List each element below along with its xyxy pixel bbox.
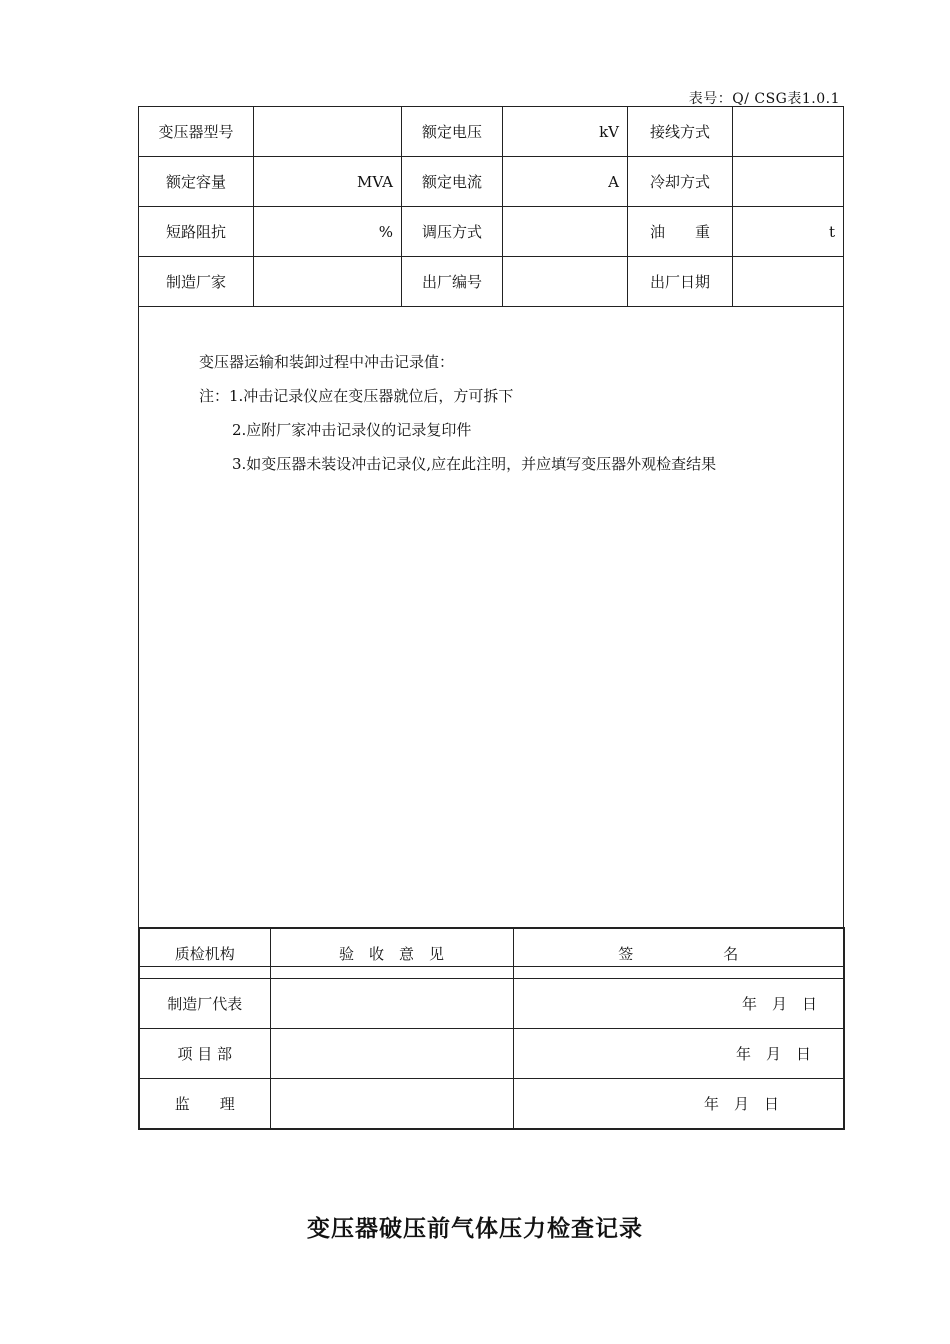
connection-value[interactable] [733, 107, 844, 157]
impedance-value[interactable]: % [254, 207, 402, 257]
note-2: 2.应附厂家冲击记录仪的记录复印件 [232, 421, 472, 439]
signature-date[interactable]: 年 月 日 [513, 1029, 844, 1079]
manufacturer-label: 制造厂家 [139, 257, 254, 307]
oil-weight-label: 油 重 [628, 207, 733, 257]
impact-record-area[interactable] [139, 307, 844, 967]
header-opinion: 验 收 意 见 [270, 928, 513, 979]
transformer-info-table [138, 106, 844, 967]
connection-label: 接线方式 [628, 107, 733, 157]
next-section-title: 变压器破压前气体压力检查记录 [307, 1216, 643, 1242]
note-3: 3.如变压器未装设冲击记录仪,应在此注明，并应填写变压器外观检查结果 [232, 455, 717, 473]
rated-voltage-label: 额定电压 [402, 107, 503, 157]
manufacturer-value[interactable] [254, 257, 402, 307]
oil-weight-value[interactable]: t [733, 207, 844, 257]
tap-label: 调压方式 [402, 207, 503, 257]
opinion-cell[interactable] [270, 1029, 513, 1079]
rated-capacity-label: 额定容量 [139, 157, 254, 207]
date-value[interactable] [733, 257, 844, 307]
org-supervision: 监 理 [139, 1079, 270, 1130]
date-label: 出厂日期 [628, 257, 733, 307]
rated-current-value[interactable]: A [503, 157, 628, 207]
rated-capacity-value[interactable]: MVA [254, 157, 402, 207]
note-1: 注：1.冲击记录仪应在变压器就位后，方可拆下 [199, 387, 514, 405]
impedance-label: 短路阻抗 [139, 207, 254, 257]
serial-label: 出厂编号 [402, 257, 503, 307]
header-signature: 签 名 [513, 928, 844, 979]
org-manufacturer-rep: 制造厂代表 [139, 979, 270, 1029]
opinion-cell[interactable] [270, 979, 513, 1029]
cooling-label: 冷却方式 [628, 157, 733, 207]
header-org: 质检机构 [139, 928, 270, 979]
signature-date[interactable]: 年 月 日 [513, 979, 844, 1029]
form-number: 表号：Q/ CSG表1.0.1 [688, 91, 840, 107]
rated-current-label: 额定电流 [402, 157, 503, 207]
opinion-cell[interactable] [270, 1079, 513, 1130]
tap-value[interactable] [503, 207, 628, 257]
signature-date[interactable]: 年 月 日 [513, 1079, 844, 1130]
notes-block [199, 345, 843, 481]
model-value[interactable] [254, 107, 402, 157]
rated-voltage-value[interactable]: kV [503, 107, 628, 157]
signature-table [138, 927, 845, 1130]
notes-heading: 变压器运输和装卸过程中冲击记录值： [199, 353, 455, 371]
serial-value[interactable] [503, 257, 628, 307]
cooling-value[interactable] [733, 157, 844, 207]
org-project-dept: 项 目 部 [139, 1029, 270, 1079]
model-label: 变压器型号 [139, 107, 254, 157]
